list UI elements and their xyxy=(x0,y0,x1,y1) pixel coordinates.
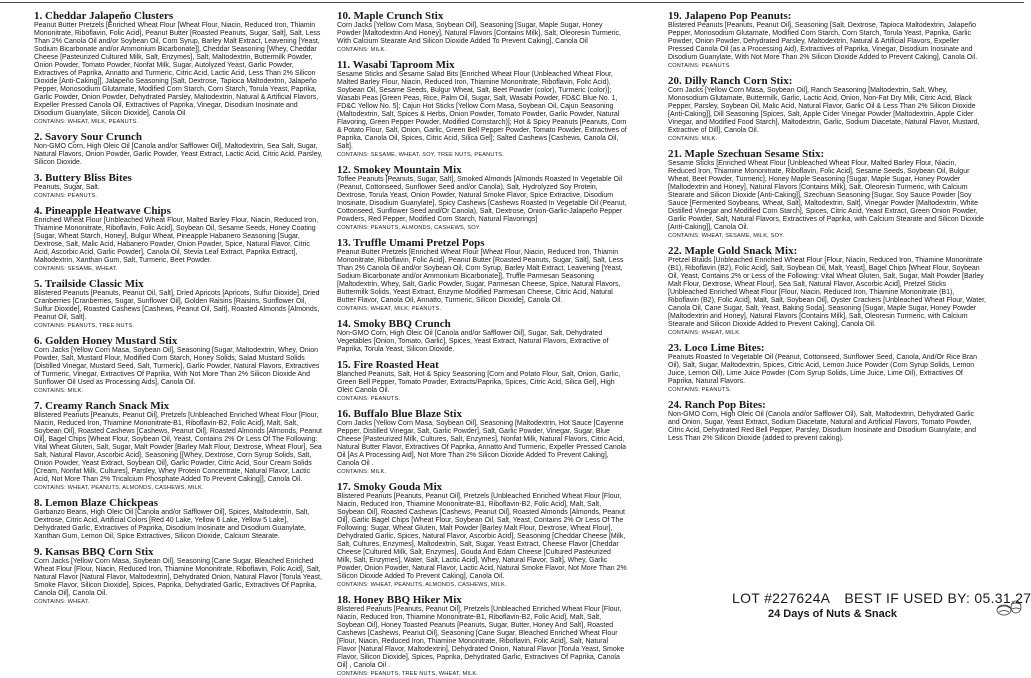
product-item xyxy=(34,172,324,200)
product-item xyxy=(337,481,627,589)
allergen-statement: CONTAINS: MILK. xyxy=(668,136,718,142)
allergen-statement: CONTAINS: MILK. xyxy=(34,388,84,394)
product-title: 15. Fire Roasted Heat xyxy=(337,359,439,371)
ingredients-text: Sesame Sticks [Enriched Wheat Flour [Unbleached Wheat Flour, Malted Barley Flour, Niacin, Reduced Iron, Thiamine Mononitrate, Riboflavin, Folic Acid], Sesame Seeds, Soybean Oil, Bulgur Wheat, Beet Powder, Turmeric], Honey Maple Seasoning [Sugar, Maple Sugar, Honey Powder [Maltodextrin and Honey], Natural Flavors [Contains Milk], Salt, Oleoresin Turmeric, with Calcium Stearate and Silicon Dioxide [Anti-Caking]], Szechuan Seasoning [Sugar, Soy Sauce Powder [Soy Sauce [Fermented Soybeans, Wheat, Salt], Maltodextrin, Salt], Vinegar Powder [Maltodextrin, White Distilled Vinegar and Modified Corn Starch], Spices, Citric Acid, Yeast Extract, Green Onion Powder, Garlic Powder, Salt, Natural Flavors, Extractives of Paprika, with Calcium Stearate and Silicon Dioxide [Anti-Caking]], Canola Oil. xyxy=(668,160,984,231)
ingredients-text: Corn Jacks [Yellow Corn Masa, Soybean Oil], Seasoning [Maltodextrin, Hot Sauce [Cayenne Pepper, Distilled Vinegar, Salt, Garlic Powder], Salt, Garlic Powder, Vinegar, Sugar, Blue Cheese [Pasteurized Milk, Cultures, Salt, Enzymes], Nonfat Milk, Natural Flavors, Citric Acid, Natural Butter Flavor, Extractives Of Paprika, Annatto And Turmeric, Expeller Pressed Canola Oil [As A Processing Aid], Not More Than 2% Silicon Dioxide Added To Prevent Caking], Canola Oil . xyxy=(337,420,627,467)
allergen-statement: CONTAINS: SESAME, WHEAT. xyxy=(34,266,118,272)
allergen-statement: CONTAINS: PEANUTS, ALMONDS, CASHEWS, SOY. xyxy=(337,225,481,231)
product-item xyxy=(337,10,627,54)
top-rule xyxy=(0,2,1024,3)
product-item xyxy=(668,245,986,337)
allergen-statement: CONTAINS: PEANUTS. xyxy=(337,396,401,402)
product-title: 8. Lemon Blaze Chickpeas xyxy=(34,497,159,509)
ingredients-text: Pretzel Braids [Unbleached Enriched Wheat Flour [Flour, Niacin, Reduced Iron, Thiamine Mononitrate (B1), Riboflavin (B2), Folic Acid], Salt, Soybean Oil, Malt, Yeast], Bagel Chips [Wheat Flour, Soybean Oil, Yeast, Contains 2% or Less of the Following: Vital Wheat Gluten, Salt, Sugar, Malt Powder [Barley Malt Flour, Dextrose, Wheat Flour], Sea Salt, Natural Flavor, Ascorbic Acid], Pretzel Sticks [Unbleached Enriched Wheat Flour [Flour, Niacin, Reduced Iron, Thiamine Mononitrate (B1), Riboflavin (B2), Folic Acid], Malt, Salt, Soybean Oil], Oyster Crackers [Unbleached Wheat Flour, Water, Canola Oil, Cane Sugar, Salt, Yeast, Baking Soda], Seasoning [Sugar, Maple Sugar, Honey Powder [Maltodextrin and Honey], Natural Flavors [Contains Milk], Salt, Oleoresin Turmeric, with Calcium Stearate and Silicon Dioxide Added to Prevent Caking], Canola Oil. xyxy=(668,257,986,328)
product-title: 5. Trailside Classic Mix xyxy=(34,278,144,290)
ingredients-text: Peanut Butter Pretzels [Enriched Wheat Flour [Wheat Flour, Niacin, Reduced Iron, Thiamin Mononitrate, Riboflavin, Folic Acid], Peanut Butter [Roasted Peanuts, Sugar, Salt], Salt, Less Than 2% Canola Oil and/or Soybean Oil, Corn Syrup, Barley Malt Extract, Leavening [Yeast, Sodium Bicarbonate and/or Ammonium Bicarbonate]], Truffle Parmesan Seasoning [Maltodextrin, Whey, Salt, Garlic Powder, Sugar, Parmesan Cheese, Spice, Natural Flavors, Buttermilk Solids, Yeast Extract, Enzyme Modified Parmesan Cheese, Citric Acid, Natural Butter Flavor, Canola Oil, Annatto, Turmeric, Silicon Dioxide], Canola Oil. xyxy=(337,249,624,304)
allergen-statement: CONTAINS: MILK. xyxy=(337,47,387,53)
product-title: 2. Savory Sour Crunch xyxy=(34,131,142,143)
ingredients-column-3 xyxy=(668,10,986,617)
allergen-statement: CONTAINS: WHEAT, MILK, PEANUTS. xyxy=(34,119,139,125)
ingredients-text: Corn Jacks [Yellow Corn Masa, Soybean Oil], Seasoning [Sugar, Maple Sugar, Honey Powder [Maltodextrin And Honey], Natural Flavors [Contains Milk], Salt, Oleoresin Turmeric, With Calcium Stearate And Silicon Dioxide Added To Prevent Caking], Canola Oil xyxy=(337,22,621,45)
ingredients-text: Corn Jacks [Yellow Corn Masa, Soybean Oil], Ranch Seasoning [Maltodextrin, Salt, Whey, Monosodium Glutamate, Buttermilk, Garlic, Lactic Acid, Onion, Non-Fat Dry Milk, Citric Acid, Black Pepper, Parsley, Soybean Oil, Malic Acid, Natural Flavor, Garlic Oil & Less Than 2% Silicon Dioxide [Anti-Caking]], Dill Seasoning [Spices, Salt, Apple Cider Vinegar Powder [Maltodextrin, Apple Cider Vinegar, and Modified Food Starch], Maltodextrin, Garlic, Sodium Diacetate, Natural Flavor, Mustard, Extractive of Dill], Canola Oil. xyxy=(668,87,980,134)
allergen-statement: CONTAINS: WHEAT. xyxy=(34,599,90,605)
product-item xyxy=(337,237,627,313)
product-item xyxy=(668,10,986,70)
product-title: 9. Kansas BBQ Corn Stix xyxy=(34,546,154,558)
product-item xyxy=(668,342,986,394)
product-title: 14. Smoky BBQ Crunch xyxy=(337,318,451,330)
ingredients-text: Blistered Peanuts [Peanuts, Peanut Oil], Seasoning [Salt, Dextrose, Tapioca Maltodextrin, Jalapeño Pepper, Monosodium Glutamate, Modified Corn Starch, Corn Starch, Torula Yeast, Paprika, Garlic Powder, Onion Powder, Dehydrated Parsley, Maltodextrin, Natural & Artificial Flavors, Expeller Pressed Canola Oil (as a Processing Aid), Extractives of Paprika, Vinegar, Disodium Inosinate and Disodium Guanylate, With Not More Than 2% Silicon Dioxide Added to Prevent Caking], Canola Oil. xyxy=(668,22,978,61)
product-item xyxy=(34,335,324,395)
product-item xyxy=(34,278,324,330)
allergen-statement: CONTAINS: PEANUTS, TREE NUTS, WHEAT, MILK. xyxy=(337,671,479,677)
allergen-statement: CONTAINS: WHEAT, PEANUTS, ALMONDS, CASHEWS, MILK. xyxy=(34,485,204,491)
product-title: 11. Wasabi Taproom Mix xyxy=(337,59,455,71)
ingredients-text: Corn Jacks [Yellow Corn Masa, Soybean Oil], Seasoning [Sugar, Maltodextrin, Whey, Onion Powder, Salt, Mustard Flour, Modified Corn Starch, Honey Solids, Salad Mustard Solids [Distilled Vinegar, Mustard Seed, Salt, Turmeric], Garlic Powder, Natural Flavors, Extractives of Turmeric, Vinegar, Extractives Of Paprika, With Not More Than 2% Silicon Dioxide And Sunflower Oil Used as Processing Aids], Canola Oil. xyxy=(34,347,320,386)
ingredients-text: Garbanzo Beans, High Oleic Oil [Canola and/or Safflower Oil], Spices, Maltodextrin, Salt, Dextrose, Citric Acid, Artificial Colors [Red 40 Lake, Yellow 6 Lake, Yellow 5 Lake], Dehydrated Garlic, Extractives of Paprika, Disodium Inosinate and Disodium Guanylate, Xanthan Gum, Lemon Oil, Spice Extractives, Silicon Dioxide, Calcium Stearate. xyxy=(34,509,310,540)
ingredients-text: Non-GMO Corn, High Oleic Oil (Canola and/or Safflower Oil), Salt, Maltodextrin, Dehydrated Garlic and Onion, Sugar, Yeast Extract, Sodium Diacetate, Natural and Artificial Flavors, Tomato Powder, Citric Acid, Dehydrated Red Bell Pepper, Parsley, Disodium Inosinate and Disodium Guanylate, and Less Than 2% Silicon Dioxide (added to prevent caking). xyxy=(668,411,977,442)
ingredients-text: Blistered Peanuts [Peanuts, Peanut Oil], Pretzels [Unbleached Enriched Wheat Flour [Flour, Niacin, Reduced Iron, Thiamine Mononitrate-B1, Riboflavin-B2, Folic Acid], Malt, Salt, Soybean Oil], Roasted Cashews [Cashews, Peanut Oil], Roasted Almonds [Almonds, Peanut Oil], Bagel Chips [Wheat Flour, Soybean Oil, Yeast, Contains 2% Or Less Of The Following: Vital Wheat Gluten, Salt, Sugar, Malt Powder [Barley Malt Flour, Dextrose, Wheat Flour], Sea Salt, Natural Flavor, Ascorbic Acid], Seasoning [[Whey, Dextrose, Corn Syrup Solids, Salt, Onion Powder, Yeast Extract, Soybean Oil], Garlic Powder, Citric Acid, Sour Cream Solids [Cream, Nonfat Milk, Cultures], Parsley, Whey Protein Concentrate, Natural Flavor, Lactic Acid, Not More Than 2% Tricalcium Phosphate Added To Prevent Caking]], Canola Oil. xyxy=(34,412,322,483)
ingredients-text: Blanched Peanuts, Salt, Hot & Spicy Seasoning [Corn and Potato Flour, Salt, Onion, Garlic, Green Bell Pepper, Tomato Powder, Extracts/Paprika, Spices, Citric Acid, Silica Gel], High Oleic Canola Oil. xyxy=(337,371,621,394)
best-if-used-date: BEST IF USED BY: 05.31.27 xyxy=(844,590,1031,606)
product-title: 21. Maple Szechuan Sesame Stix: xyxy=(668,148,825,160)
product-item xyxy=(337,59,627,159)
product-item xyxy=(668,75,986,143)
ingredients-text: Enriched Wheat Flour [Unbleached Wheat Flour, Malted Barley Flour, Niacin, Reduced Iron, Thiamine Mononitrate, Riboflavin, Folic Acid], Soybean Oil, Sesame Seeds, Honey Coating [Sugar, Wheat Starch, Honey], Bulgur Wheat, Pineapple Habanero Seasoning [Sugar, Dextrose, Salt, Malic Acid, Habanero Powder, Onion Powder, Spice, Natural Flavor, Citric Acid, Ascorbic Acid, Garlic Powder], Canola Oil, Stevia Leaf Extract, Paprika Extract], Maltodextrin, Xanthan Gum, Salt, Turmeric, Beet Powder. xyxy=(34,217,319,264)
product-item xyxy=(668,399,986,443)
product-title: 1. Cheddar Jalapeño Clusters xyxy=(34,10,174,22)
allergen-statement: CONTAINS: PEANUTS, TREE NUTS. xyxy=(34,323,135,329)
product-item xyxy=(337,408,627,476)
product-item xyxy=(34,10,324,126)
product-title: 12. Smokey Mountain Mix xyxy=(337,164,462,176)
allergen-statement: CONTAINS: WHEAT, PEANUTS, ALMONDS, CASHEWS, MILK. xyxy=(337,582,507,588)
nut-illustration-icon xyxy=(994,598,1024,617)
ingredients-text: Peanuts Roasted In Vegetable Oil (Peanut, Cottonseed, Sunflower Seed, Canola, And/Or Rice Bran Oil), Salt, Sugar, Maltodextrin, Spices, Citric Acid, Lemon Juice Powder (Corn Syrup Solids, Lemon Juice, Lemon Oil), Lime Juice Powder (Corn Syrup Solids, Lime Juice, Lime Oil), Extractives Of Paprika, Natural Flavors. xyxy=(668,354,977,385)
product-title: 3. Buttery Bliss Bites xyxy=(34,172,132,184)
allergen-statement: CONTAINS: WHEAT, MILK. xyxy=(668,330,741,336)
ingredients-text: Corn Jacks [Yellow Corn Masa, Soybean Oil], Seasoning [Cane Sugar, Bleached Enriched Wheat Flour [Flour, Niacin, Reduced Iron, Thiamine Mononitrate, Riboflavin, Folic Acid], Salt, Natural Flavor [Natural Flavor, Maltodextrin], Dehydrated Onion, Natural Flavor [Torula Yeast, Smoke Flavor, Silicon Dioxide], Spices, Paprika, Dehydrated Garlic, Extractives Of Paprika, Canola Oil], Canola Oil. xyxy=(34,558,322,597)
product-item xyxy=(34,497,324,541)
product-item xyxy=(34,546,324,606)
product-title: 10. Maple Crunch Stix xyxy=(337,10,444,22)
ingredients-text: Blistered Peanuts [Peanuts, Peanut Oil], Pretzels [Unbleached Enriched Wheat Flour [Flour, Niacin, Reduced Iron, Thiamine Mononitrate-B1, Riboflavin-B2, Folic Acid], Malt, Salt, Soybean Oil], Honey Toasted Peanuts [Peanuts, Sugar, Butter, Honey And Salt], Roasted Cashews [Cashews, Peanut Oil], Seasoning [Cane Sugar, Bleached Enriched Wheat Flour [Flour, Niacin, Reduced Iron, Thiamine Mononitrate, Riboflavin, Folic Acid], Salt, Natural Flavor [Natural Flavor, Maltodextrin], Dehydrated Onion, Natural Flavor [Torula Yeast, Smoke Flavor, Silicon Dioxide], Spices, Paprika, Dehydrated Garlic, Extractives Of Paprika, Canola Oil] , Canola Oil . xyxy=(337,606,625,669)
ingredients-text: Peanuts, Sugar, Salt. xyxy=(34,184,100,191)
product-item xyxy=(337,359,627,403)
ingredients-text: Non-GMO Corn, High Oleic Oil [Canola and/or Safflower Oil], Sugar, Salt, Dehydrated Vegetables [Onion, Tomato, Garlic], Spices, Yeast Extract, Natural Flavors, Extractive of Paprika, Torula Yeast, Silicon Dioxide. xyxy=(337,330,609,353)
product-title: 24. Ranch Pop Bites: xyxy=(668,399,766,411)
product-title: 16. Buffalo Blue Blaze Stix xyxy=(337,408,462,420)
allergen-statement: CONTAINS: WHEAT, MILK, PEANUTS. xyxy=(337,306,442,312)
product-item xyxy=(337,318,627,354)
product-title: 7. Creamy Ranch Snack Mix xyxy=(34,400,170,412)
product-title: 4. Pineapple Heatwave Chips xyxy=(34,205,171,217)
allergen-statement: CONTAINS: PEANUTS. xyxy=(668,387,732,393)
product-title: 22. Maple Gold Snack Mix: xyxy=(668,245,798,257)
ingredients-text: Sesame Sticks and Sesame Salad Bits [Enriched Wheat Flour (Unbleached Wheat Flour, Malted Barley Flour, Niacin, Reduced Iron, Thiamine Mononitrate, Riboflavin, Folic Acid), Soybean Oil, Sesame Seeds, Bulgur Wheat, Salt, Beet Powder (color), Turmeric (color)]; Wasabi Peas [Green Peas, Rice, Palm Oil, Sugar, Salt, Wasabi Powder, FD&C Blue No. 1, FD&C Yellow No. 5]; Cajun Hot Sticks [Yellow Corn Masa, Soybean Oil, Cajun Seasoning (Maltodextrin, Salt, Spices & Herbs, Onion Powder, Tomato Powder, Garlic Powder, Natural Flavoring, Green Pepper Powder, Modified Cornstarch)]; Hot & Spicy Peanuts [Peanuts, Corn & Potato Flour, Salt, Onion, Garlic, Green Bell Pepper Powder, Tomato Powder, Extractives of Paprika, Canola Oil, Spices, Citric Acid, Silica Gel]; Salted Cashews [Cashews, Canola Oil, Salt]. xyxy=(337,71,627,150)
product-item xyxy=(337,594,627,678)
product-title: 20. Dilly Ranch Corn Stix: xyxy=(668,75,793,87)
product-title: 6. Golden Honey Mustard Stix xyxy=(34,335,178,347)
ingredients-text: Toffee Peanuts [Peanuts, Sugar, Salt], Smoked Almonds [Almonds Roasted In Vegetable Oil (Peanut, Cottonseed, Sunflower Seed and/or Canola), Salt, Hydrolyzed Soy Protein, Dextrose, Torula Yeast, Onion Powder, Natural Smoke Flavor, Spice Extractive, Disodium Inosinate, Disodium Guanylate], Spicy Cashews [Cashews Roasted In Vegetable Oil (Peanut, Cottonseed, Sunflower Seed and/Or Canola), Salt, Dextrose, Onion-Garlic-Jalapeño Pepper Powders, Red Pepper, Modified Corn Starch, Natural Flavorings] xyxy=(337,176,627,223)
product-title: 23. Loco Lime Bites: xyxy=(668,342,765,354)
product-item xyxy=(668,148,986,240)
allergen-statement: CONTAINS: SESAME, WHEAT, SOY, TREE NUTS, PEANUTS. xyxy=(337,152,504,158)
product-title: 13. Truffle Umami Pretzel Pops xyxy=(337,237,485,249)
lot-info xyxy=(732,590,1031,606)
ingredients-text: Blistered Peanuts [Peanuts, Peanut Oil, Salt], Dried Apricots [Apricots, Sulfur Dioxide], Dried Cranberries [Cranberries, Sugar, Sunflower Oil], Golden Raisins [Raisins, Sunflower Oil, Sulfur Dioxide], Roasted Cashews [Cashews, Peanut Oil, Salt], Roasted Almonds [Almonds, Peanut Oil, Salt]. xyxy=(34,290,320,321)
product-title: 17. Smoky Gouda Mix xyxy=(337,481,443,493)
product-title: 19. Jalapeno Pop Peanuts: xyxy=(668,10,792,22)
product-title: 18. Honey BBQ Hiker Mix xyxy=(337,594,462,606)
lot-number: LOT #227624A xyxy=(732,590,831,606)
allergen-statement: CONTAINS: MILK. xyxy=(337,469,387,475)
product-item xyxy=(34,131,324,167)
allergen-statement: CONTAINS: PEANUTS. xyxy=(34,193,98,199)
ingredients-column-1 xyxy=(34,10,324,617)
allergen-statement: CONTAINS: WHEAT, SESAME, MILK, SOY. xyxy=(668,233,785,239)
product-item xyxy=(34,400,324,492)
ingredients-text: Non-GMO Corn, High Oleic Oil [Canola and/or Safflower Oil], Maltodextrin, Sea Salt, Sugar, Natural Flavors, Onion Powder, Garlic Powder, Yeast Extract, Lactic Acid, Citric Acid, Parsley, Silicon Dioxide. xyxy=(34,143,323,166)
product-item xyxy=(337,164,627,232)
ingredients-column-2 xyxy=(337,10,627,677)
ingredients-text: Peanut Butter Pretzels [Enriched Wheat Flour [Wheat Flour, Niacin, Reduced Iron, Thiamin Mononitrate, Riboflavin, Folic Acid], Peanut Butter [Roasted Peanuts, Sugar, Salt], Salt, Less Than 2% Canola Oil and/or Soybean Oil, Corn Syrup, Barley Malt Extract, Leavening [Yeast, Sodium Bicarbonate and/or Ammonium Bicarbonate]], Cheddar Seasoning [Whey, Cheddar Cheese [Pasteurized Cultured Milk, Salt, Enzymes], Salt, Maltodextrin, Buttermilk Powder, Onion Powder, Tomato Powder, Nonfat Milk, Sugar, Autolyzed Yeast, Garlic Powder, Extractives of Paprika, Annatto and Turmeric, Citric Acid, Lactic Acid, Less Than 2% Silicon Dioxide [Anti-Caking]], Jalapeño Seasoning [Salt, Dextrose, Tapioca Maltodextrin, Jalapeño Pepper, Monosodium Glutamate, Modified Corn Starch, Corn Starch, Torula Yeast, Paprika, Garlic Powder, Onion Powder, Dehydrated Parsley, Maltodextrin, Natural & Artificial Flavors, Expeller Pressed Canola Oil, Extractives of Paprika, Vinegar, Disodium Inosinate and Disodium Guanylate, Silicon Dioxide], Canola Oil xyxy=(34,22,321,117)
product-item xyxy=(34,205,324,273)
product-name: 24 Days of Nuts & Snack xyxy=(768,608,897,620)
allergen-statement: CONTAINS: PEANUTS. xyxy=(668,63,732,69)
ingredients-text: Blistered Peanuts [Peanuts, Peanut Oil], Pretzels [Unbleached Enriched Wheat Flour [Flour, Niacin, Reduced Iron, Thiamine Mononitrate-B1, Riboflavin-B2, Folic Acid], Malt, Salt, Soybean Oil], Roasted Cashews [Cashews, Peanut Oil], Roasted Almonds [Almonds, Peanut Oil], Garlic Bagel Chips [Wheat Flour, Soybean Oil, Salt, Yeast, Contains 2% Or Less Of The Following: Sugar, Wheat Gluten, Malt Powder [Barley Malt Flour, Dextrose, Wheat Flour], Dehydrated Garlic, Spices, Natural Flavor, Ascorbic Acid], Seasoning [Cheddar Cheese [Milk, Salt, Cultures, Enzymes], Maltodextrin, Salt, Sugar, Yeast Extract, Cheese Flavor [Cheddar Cheese [Cultured Milk, Salt, Enzymes], Gouda And Edam Cheese [Cultured Pasteurized Milk, Salt, Enzymes], Water, Salt, Lactic Acid], Whey, Natural Flavor, Salt], Whey, Garlic Powder, Onion Powder, Natural Flavor, Lactic Acid, Natural Smoke Flavor, Not More Than 2% Silicon Dioxide Added To Prevent Caking], Canola Oil. xyxy=(337,493,627,580)
